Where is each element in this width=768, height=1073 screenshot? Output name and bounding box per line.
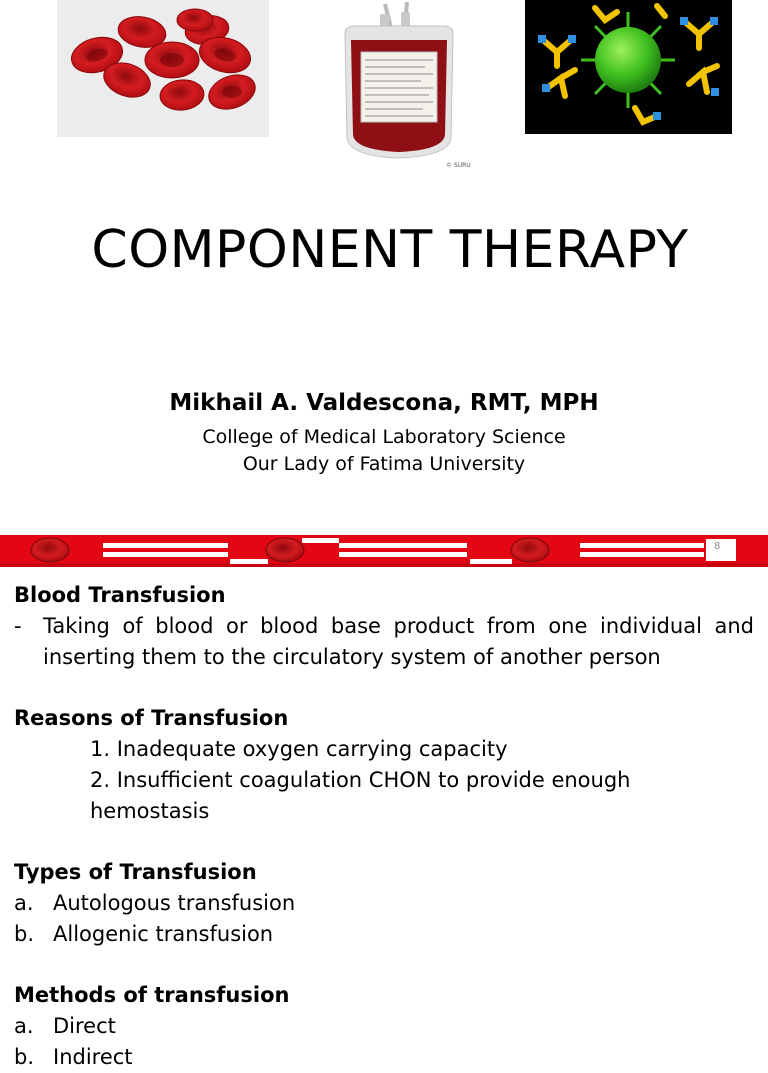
list-item-text: Taking of blood or blood base product from one individual and inserting them to the circulatory system of another person	[43, 614, 754, 669]
slide-divider-band	[0, 535, 768, 567]
section-heading-types: Types of Transfusion	[14, 860, 257, 884]
slide-title: COMPONENT THERAPY	[91, 220, 689, 280]
list-marker: b.	[14, 1045, 35, 1069]
affiliation-college: College of Medical Laboratory Science	[202, 426, 566, 448]
red-blood-cells-image	[57, 0, 269, 137]
list-item-text: Autologous transfusion	[53, 891, 296, 915]
blood-bag-image	[325, 0, 473, 175]
image-watermark: © SURU	[446, 162, 471, 169]
list-marker: a.	[14, 891, 34, 915]
section-heading-methods: Methods of transfusion	[14, 983, 290, 1007]
list-item	[14, 1042, 754, 1073]
list-item-text: Direct	[53, 1014, 116, 1038]
list-marker: b.	[14, 922, 35, 946]
list-item	[14, 611, 754, 673]
list-marker: a.	[14, 1014, 34, 1038]
affiliation-university: Our Lady of Fatima University	[242, 453, 526, 475]
section-heading-blood-transfusion: Blood Transfusion	[14, 583, 226, 607]
section-heading-reasons: Reasons of Transfusion	[14, 706, 289, 730]
list-item: 2. Insufficient coagulation CHON to provide enough hemostasis	[90, 768, 631, 823]
list-item-text: Indirect	[53, 1045, 133, 1069]
slide-content	[14, 580, 754, 1073]
virus-antibody-image	[525, 0, 732, 134]
list-item	[14, 888, 754, 919]
list-item-text: Allogenic transfusion	[53, 922, 274, 946]
list-item	[14, 919, 754, 950]
author-name: Mikhail A. Valdescona, RMT, MPH	[169, 390, 599, 416]
page-number: 8	[714, 541, 721, 552]
list-item	[14, 1011, 754, 1042]
list-item: 1. Inadequate oxygen carrying capacity	[90, 737, 508, 761]
list-marker: -	[14, 614, 22, 638]
